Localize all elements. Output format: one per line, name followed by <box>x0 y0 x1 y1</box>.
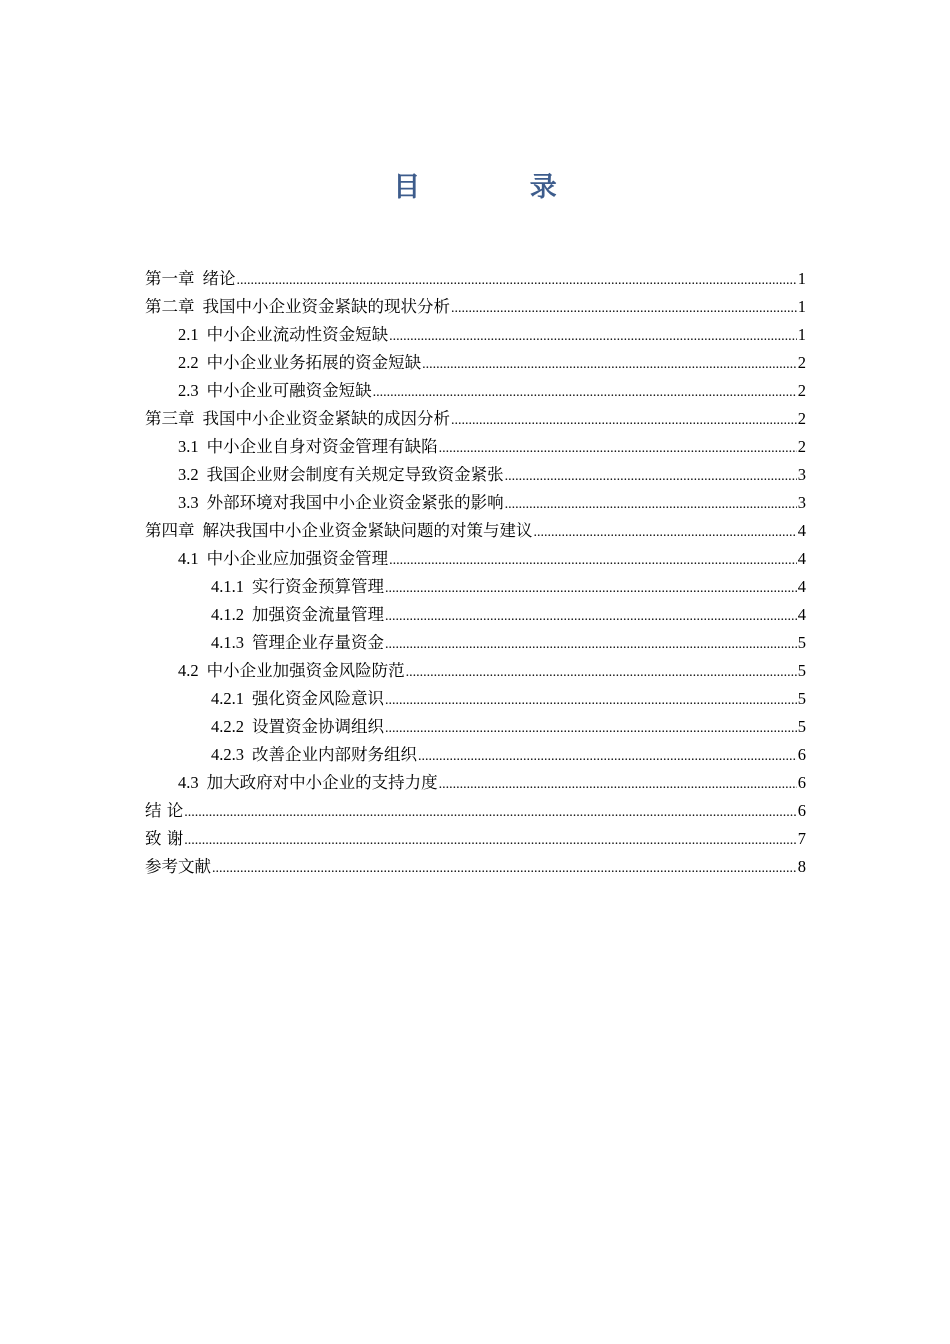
toc-entry[interactable] <box>145 601 806 629</box>
toc-entry-number: 3.1 <box>178 437 199 456</box>
toc-entry-page-number: 3 <box>797 493 806 512</box>
toc-entry-number: 3.2 <box>178 465 199 484</box>
toc-entry-title: 中小企业流动性资金短缺 <box>206 325 389 344</box>
toc-entry-title: 外部环境对我国中小企业资金紧张的影响 <box>206 493 504 512</box>
toc-entry-page-number: 2 <box>797 409 806 428</box>
toc-entry[interactable] <box>145 657 806 685</box>
toc-entry-title: 致 谢 <box>145 829 184 848</box>
toc-entry-number: 第二章 <box>145 297 195 316</box>
toc-entry[interactable] <box>145 377 806 405</box>
toc-entry-page-number: 5 <box>797 689 806 708</box>
toc-entry-number: 4.2.1 <box>211 689 244 708</box>
toc-entry[interactable] <box>145 293 806 321</box>
toc-entry[interactable] <box>145 321 806 349</box>
toc-entry-title: 绪论 <box>202 269 236 288</box>
toc-entry[interactable] <box>145 489 806 517</box>
toc-dot-leader <box>385 631 797 659</box>
toc-dot-leader <box>385 715 797 743</box>
toc-entry-number: 4.2.2 <box>211 717 244 736</box>
toc-entry-title: 加强资金流量管理 <box>252 605 384 624</box>
toc-entry-number: 2.1 <box>178 325 199 344</box>
toc-entry[interactable] <box>145 349 806 377</box>
toc-dot-leader <box>184 799 797 827</box>
toc-entry-title: 结 论 <box>145 801 184 820</box>
toc-entry-page-number: 7 <box>797 829 806 848</box>
toc-entry-number: 4.3 <box>178 773 199 792</box>
table-of-contents <box>145 265 806 881</box>
toc-dot-leader <box>385 687 797 715</box>
toc-entry-title: 加大政府对中小企业的支持力度 <box>206 773 438 792</box>
toc-dot-leader <box>439 771 797 799</box>
toc-entry-number: 3.3 <box>178 493 199 512</box>
toc-entry-number: 2.3 <box>178 381 199 400</box>
toc-entry[interactable] <box>145 461 806 489</box>
toc-entry-page-number: 2 <box>797 437 806 456</box>
toc-dot-leader <box>389 323 797 351</box>
toc-entry[interactable] <box>145 433 806 461</box>
toc-entry-title: 强化资金风险意识 <box>252 689 384 708</box>
toc-entry-number: 4.1 <box>178 549 199 568</box>
toc-entry-page-number: 6 <box>797 745 806 764</box>
toc-dot-leader <box>534 519 797 547</box>
toc-entry-page-number: 4 <box>797 521 806 540</box>
toc-entry-number: 4.1.3 <box>211 633 244 652</box>
toc-entry-title: 我国中小企业资金紧缺的成因分析 <box>202 409 450 428</box>
toc-dot-leader <box>385 603 797 631</box>
toc-entry[interactable] <box>145 405 806 433</box>
toc-entry-page-number: 5 <box>797 661 806 680</box>
toc-dot-leader <box>212 855 797 883</box>
toc-dot-leader <box>406 659 797 687</box>
toc-dot-leader <box>389 547 797 575</box>
toc-entry[interactable] <box>145 825 806 853</box>
toc-entry-title: 中小企业应加强资金管理 <box>206 549 389 568</box>
toc-entry[interactable] <box>145 853 806 881</box>
toc-entry-page-number: 2 <box>797 353 806 372</box>
toc-entry-page-number: 1 <box>797 325 806 344</box>
toc-entry[interactable] <box>145 517 806 545</box>
toc-entry[interactable] <box>145 769 806 797</box>
toc-entry-number: 第一章 <box>145 269 195 288</box>
toc-entry-page-number: 6 <box>797 801 806 820</box>
toc-entry-number: 4.1.2 <box>211 605 244 624</box>
toc-entry-page-number: 2 <box>797 381 806 400</box>
toc-entry-number: 第四章 <box>145 521 195 540</box>
toc-entry-title: 中小企业自身对资金管理有缺陷 <box>206 437 438 456</box>
toc-dot-leader <box>451 407 797 435</box>
toc-dot-leader <box>439 435 797 463</box>
toc-entry[interactable] <box>145 545 806 573</box>
toc-entry-page-number: 1 <box>797 297 806 316</box>
toc-entry-title: 中小企业业务拓展的资金短缺 <box>206 353 422 372</box>
toc-entry-title: 我国企业财会制度有关规定导致资金紧张 <box>206 465 504 484</box>
toc-entry[interactable] <box>145 797 806 825</box>
toc-dot-leader <box>451 295 797 323</box>
toc-entry[interactable] <box>145 629 806 657</box>
toc-entry-number: 4.2.3 <box>211 745 244 764</box>
toc-entry[interactable] <box>145 713 806 741</box>
toc-entry-number: 4.2 <box>178 661 199 680</box>
toc-entry-page-number: 4 <box>797 549 806 568</box>
toc-title: 目 录 <box>393 172 607 203</box>
toc-dot-leader <box>422 351 797 379</box>
toc-entry-title: 中小企业加强资金风险防范 <box>206 661 405 680</box>
toc-entry-page-number: 8 <box>797 857 806 876</box>
toc-entry[interactable] <box>145 573 806 601</box>
toc-entry-page-number: 5 <box>797 717 806 736</box>
toc-entry[interactable] <box>145 685 806 713</box>
toc-entry-page-number: 6 <box>797 773 806 792</box>
toc-entry-number: 2.2 <box>178 353 199 372</box>
toc-entry-title: 我国中小企业资金紧缺的现状分析 <box>202 297 450 316</box>
toc-dot-leader <box>418 743 797 771</box>
toc-entry-title: 改善企业内部财务组织 <box>252 745 417 764</box>
toc-dot-leader <box>385 575 797 603</box>
toc-entry-page-number: 4 <box>797 605 806 624</box>
toc-dot-leader <box>505 463 797 491</box>
toc-entry-page-number: 3 <box>797 465 806 484</box>
toc-entry-page-number: 4 <box>797 577 806 596</box>
toc-entry[interactable] <box>145 265 806 293</box>
toc-entry-title: 实行资金预算管理 <box>252 577 384 596</box>
toc-entry-title: 管理企业存量资金 <box>252 633 384 652</box>
toc-entry-number: 4.1.1 <box>211 577 244 596</box>
toc-entry-page-number: 5 <box>797 633 806 652</box>
toc-entry-title: 中小企业可融资金短缺 <box>206 381 372 400</box>
toc-entry[interactable] <box>145 741 806 769</box>
toc-entry-page-number: 1 <box>797 269 806 288</box>
toc-dot-leader <box>237 267 797 295</box>
toc-dot-leader <box>373 379 797 407</box>
toc-dot-leader <box>184 827 797 855</box>
toc-entry-title: 设置资金协调组织 <box>252 717 384 736</box>
toc-entry-number: 第三章 <box>145 409 195 428</box>
toc-entry-title: 参考文献 <box>145 857 211 876</box>
toc-entry-title: 解决我国中小企业资金紧缺问题的对策与建议 <box>202 521 533 540</box>
toc-dot-leader <box>505 491 797 519</box>
